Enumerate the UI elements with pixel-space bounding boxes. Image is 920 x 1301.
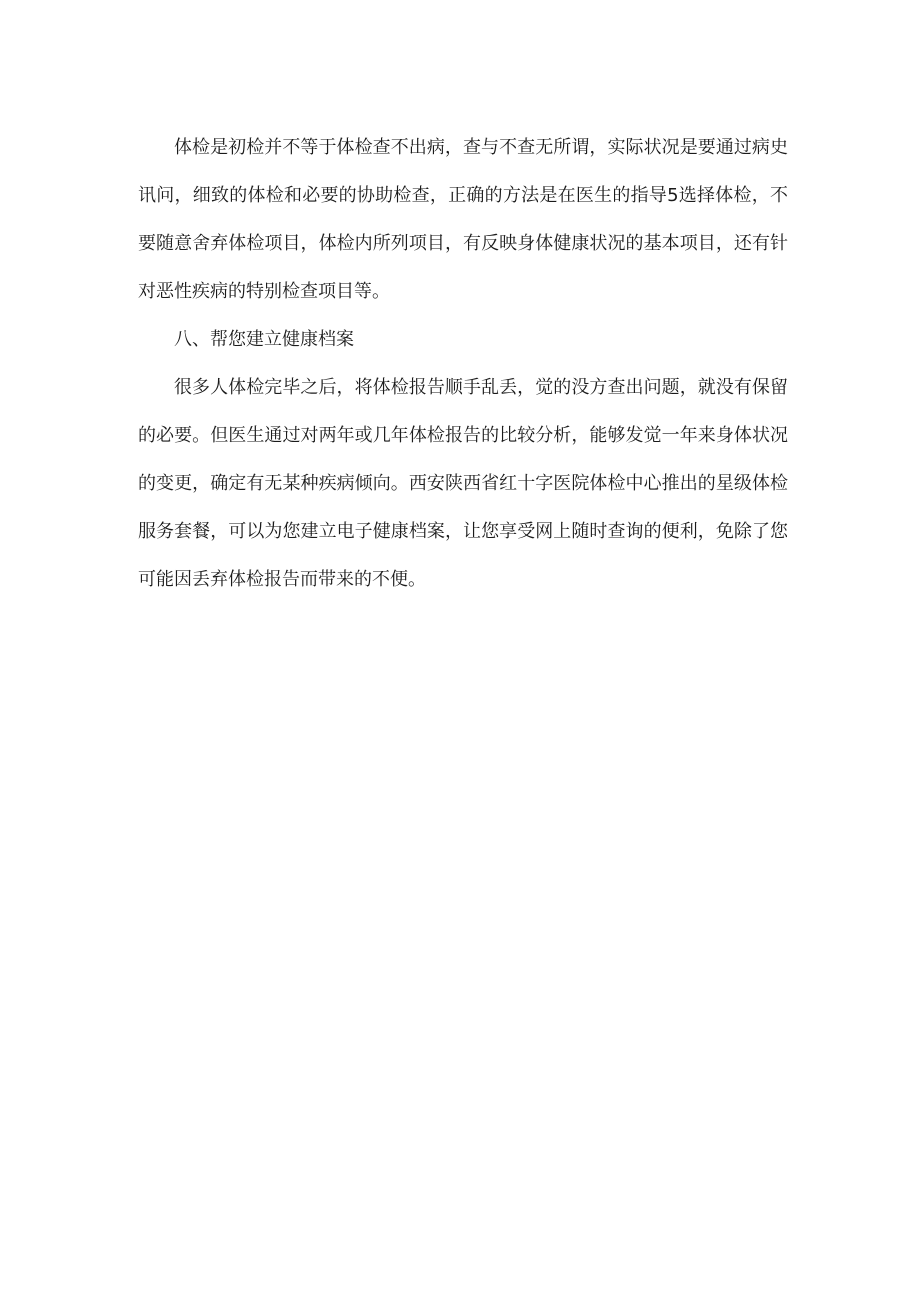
- document-body: [138, 124, 788, 604]
- paragraph-health-check-intro: 体检是初检并不等于体检查不出病，查与不查无所谓，实际状况是要通过病史讯问，细致的体检和必要的协助检查，正确的方法是在医生的指导5选择体检，不要随意舍弃体检项目，体检内所列项目，有反映身体健康状况的基本项目，还有针对恶性疾病的特别检查项目等。: [138, 137, 788, 302]
- section-heading-health-records: 八、帮您建立健康档案: [174, 329, 354, 350]
- paragraph-health-records: 很多人体检完毕之后，将体检报告顺手乱丢，觉的没方查出问题，就没有保留的必要。但医生通过对两年或几年体检报告的比较分析，能够发觉一年来身体状况的变更，确定有无某种疾病倾向。西安陕西省红十字医院体检中心推出的星级体检服务套餐，可以为您建立电子健康档案，让您享受网上随时查询的便利，免除了您可能因丢弃体检报告而带来的不便。: [138, 377, 788, 590]
